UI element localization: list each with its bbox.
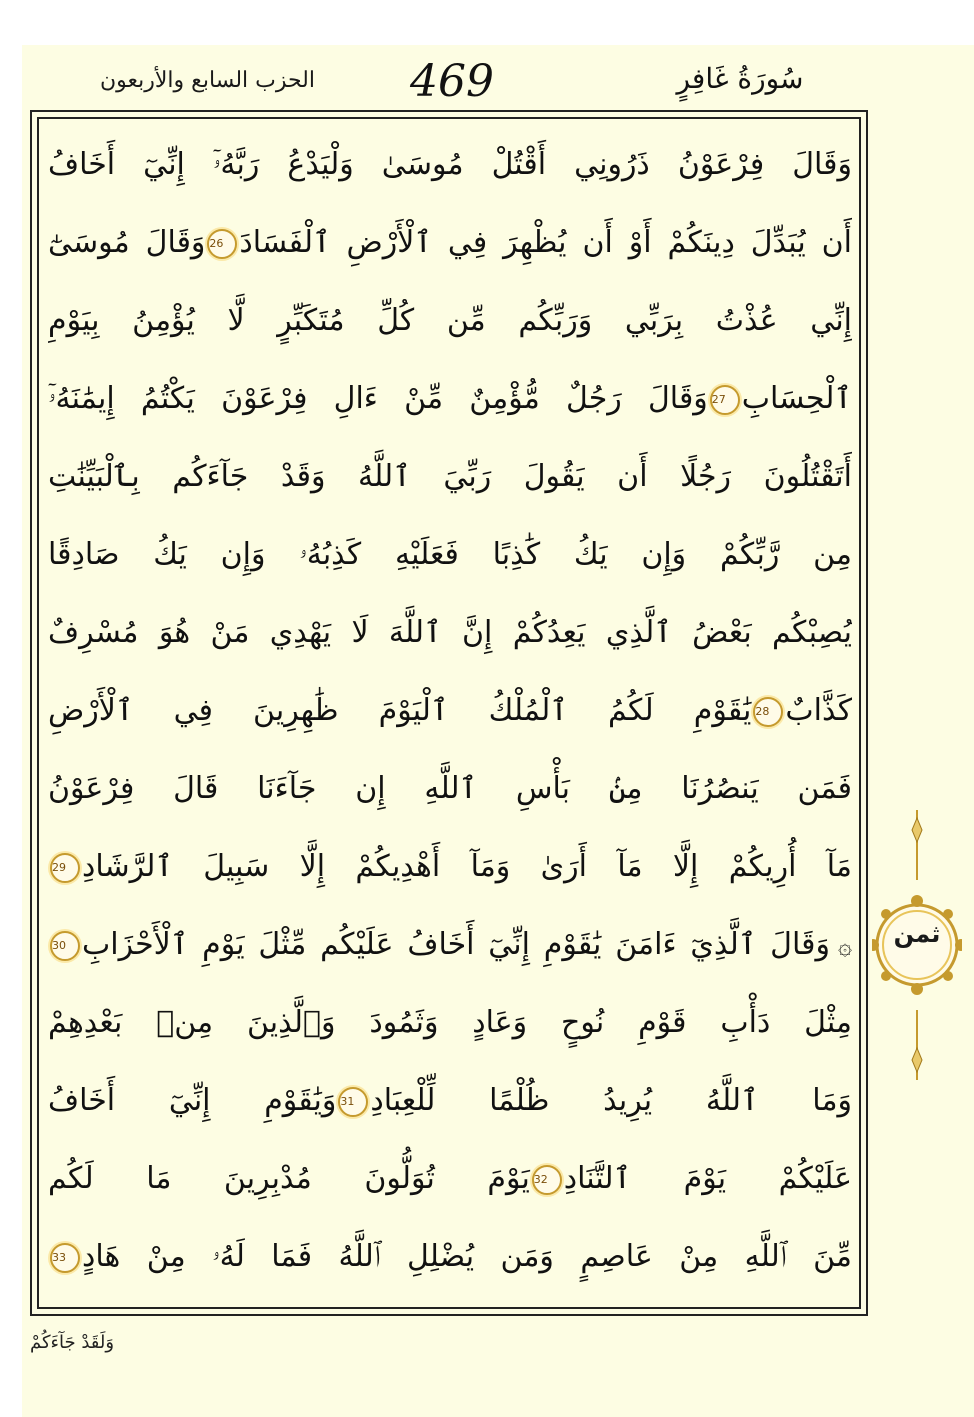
verse-text: أَن يُبَدِّلَ دِينَكُمْ أَوْ أَن يُظْهِرَ فِي ٱلْأَرْضِ ٱلْفَسَادَ <box>239 225 852 260</box>
page-number: 469 <box>410 56 494 107</box>
verse-line <box>48 520 852 590</box>
verse-text: وَقَالَ مُوسَىٰٓ <box>48 225 206 260</box>
surah-title: سُورَةُ غَافِرٍ <box>676 62 804 95</box>
ayah-number-marker: 27 <box>710 385 740 415</box>
verse-text: ٱلْحِسَابِ <box>741 381 852 416</box>
ayah-number-marker: 26 <box>207 229 237 259</box>
verse-line <box>48 208 852 278</box>
verse-text: وَقَالَ رَجُلٌ مُّؤْمِنٌ مِّنْ ءَالِ فِرْعَوْنَ يَكْتُمُ إِيمَٰنَهُۥٓ <box>48 381 708 416</box>
verse-line <box>48 910 852 980</box>
verse-text: أَتَقْتُلُونَ رَجُلًا أَن يَقُولَ رَبِّيَ ٱللَّهُ وَقَدْ جَآءَكُم بِٱلْبَيِّنَٰتِ <box>48 459 852 494</box>
rub-label: ثمن <box>893 920 941 948</box>
verse-line <box>48 442 852 512</box>
verse-line <box>48 832 852 902</box>
hizb-star-icon: ۞ <box>837 932 852 960</box>
verse-text: وَقَالَ فِرْعَوْنُ ذَرُونِي أَقْتُلْ مُوسَىٰ وَلْيَدْعُ رَبَّهُۥٓ إِنِّيٓ أَخَافُ <box>48 147 852 182</box>
ayah-number-marker: 32 <box>532 1165 562 1195</box>
verse-text: إِنِّي عُذْتُ بِرَبِّي وَرَبِّكُم مِّن كُلِّ مُتَكَبِّرٍ لَّا يُؤْمِنُ بِيَوْمِ <box>48 303 852 338</box>
catchword: وَلَقَدْ جَآءَكُمْ <box>30 1332 115 1353</box>
ayah-number-marker: 33 <box>50 1243 80 1273</box>
verse-line <box>48 598 852 668</box>
verse-line <box>48 364 852 434</box>
verse-text: فَمَن يَنصُرُنَا مِنۢ بَأْسِ ٱللَّهِ إِن جَآءَنَا قَالَ فِرْعَوْنُ <box>48 771 852 806</box>
verse-text: وَمَا ٱللَّهُ يُرِيدُ ظُلْمًا لِّلْعِبَادِ <box>370 1083 852 1118</box>
ayah-number-marker: 31 <box>338 1087 368 1117</box>
verse-text: عَلَيْكُمْ يَوْمَ ٱلتَّنَادِ <box>563 1161 852 1196</box>
verse-line <box>48 1144 852 1214</box>
verse-text: مِن رَّبِّكُمْ وَإِن يَكُ كَٰذِبًا فَعَلَيْهِ كَذِبُهُۥ وَإِن يَكُ صَادِقًا <box>48 537 852 572</box>
verse-text: وَقَالَ ٱلَّذِيٓ ءَامَنَ يَٰقَوْمِ إِنِّيٓ أَخَافُ عَلَيْكُم مِّثْلَ يَوْمِ ٱلْأَحْزَابِ <box>82 927 830 962</box>
verse-line <box>48 130 852 200</box>
verse-line <box>48 754 852 824</box>
page-header <box>30 48 870 114</box>
verse-text: يَوْمَ تُوَلُّونَ مُدْبِرِينَ مَا لَكُم <box>48 1161 530 1196</box>
verse-text: وَيَٰقَوْمِ إِنِّيٓ أَخَافُ <box>48 1083 337 1118</box>
verse-text: مِثْلَ دَأْبِ قَوْمِ نُوحٍ وَعَادٍ وَثَمُودَ وَٱلَّذِينَ مِنۢ بَعْدِهِمْ <box>48 1005 852 1040</box>
verse-lines <box>48 130 852 1300</box>
rub-marker <box>872 810 962 1080</box>
verse-line <box>48 676 852 746</box>
verse-line <box>48 1066 852 1136</box>
verse-text: يُصِبْكُم بَعْضُ ٱلَّذِي يَعِدُكُمْ إِنَّ ٱللَّهَ لَا يَهْدِي مَنْ هُوَ مُسْرِفٌ <box>48 615 852 650</box>
ayah-number-marker: 29 <box>50 853 80 883</box>
verse-line <box>48 988 852 1058</box>
verse-text: كَذَّابٌ <box>785 693 852 728</box>
verse-line <box>48 1222 852 1292</box>
ayah-number-marker: 28 <box>753 697 783 727</box>
hizb-title: الحزب السابع والأربعون <box>100 68 315 93</box>
verse-text: مِّنَ ٱللَّهِ مِنْ عَاصِمٍ وَمَن يُضْلِلِ ٱللَّهُ فَمَا لَهُۥ مِنْ هَادٍ <box>82 1239 852 1274</box>
verse-text: مَآ أُرِيكُمْ إِلَّا مَآ أَرَىٰ وَمَآ أَهْدِيكُمْ إِلَّا سَبِيلَ ٱلرَّشَادِ <box>82 849 852 884</box>
ayah-number-marker: 30 <box>50 931 80 961</box>
verse-text: يَٰقَوْمِ لَكُمُ ٱلْمُلْكُ ٱلْيَوْمَ ظَٰهِرِينَ فِي ٱلْأَرْضِ <box>48 693 752 728</box>
verse-line <box>48 286 852 356</box>
